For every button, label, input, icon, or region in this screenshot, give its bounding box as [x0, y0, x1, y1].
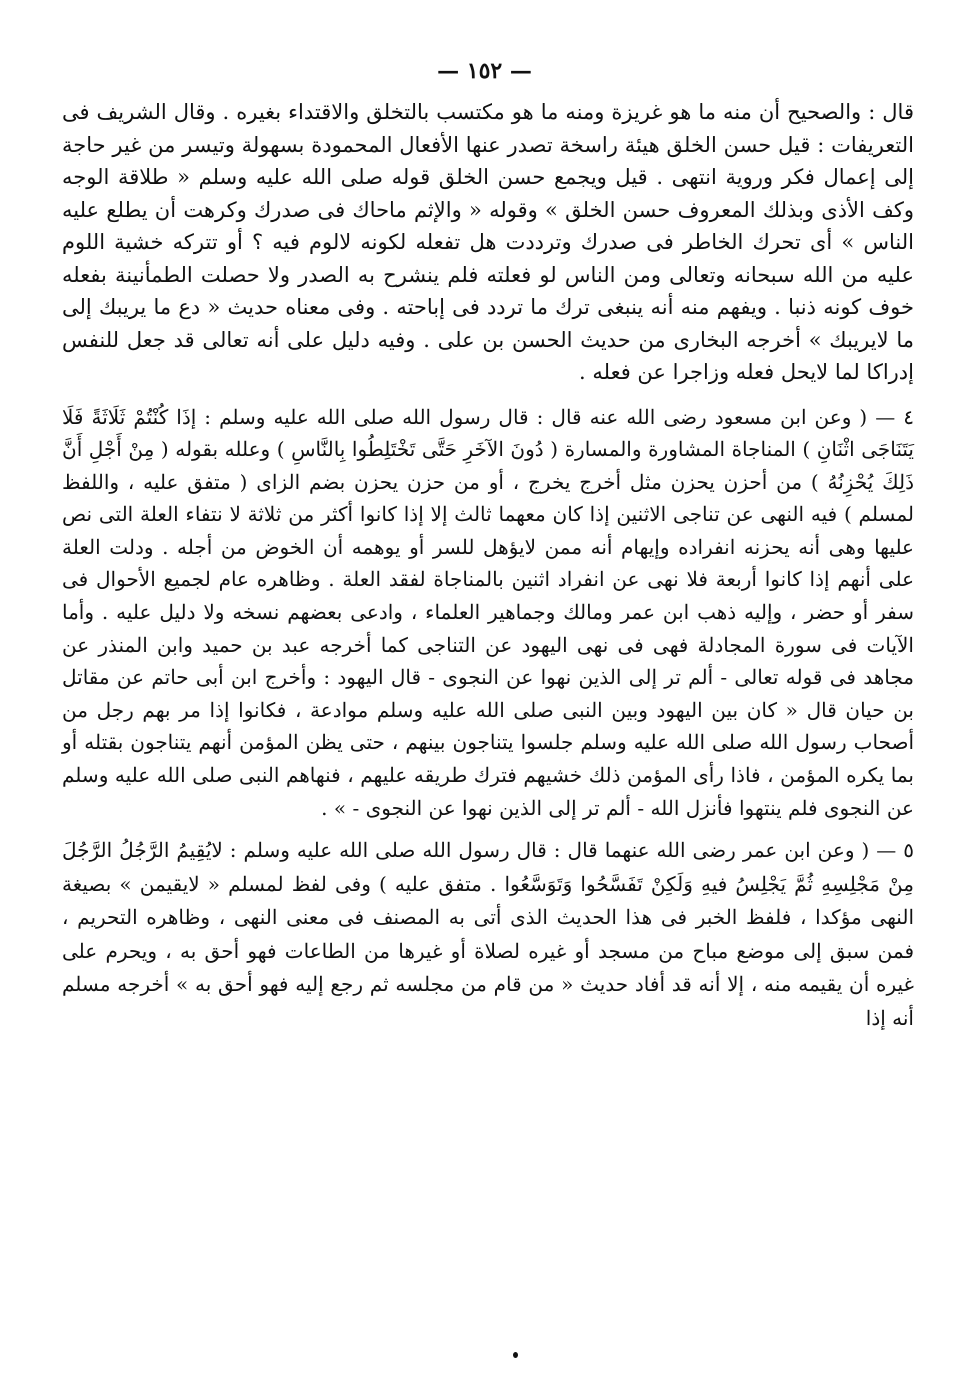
page-body	[62, 96, 914, 1035]
paragraph-hadith-5-seating: ٥ — ( وعن ابن عمر رضى الله عنهما قال : قال رسول الله صلى الله عليه وسلم : لايُقِيمُ الرَّجُلُ الرَّجُلَ مِنْ مَجْلِسِهِ ثُمَّ يَجْلِسُ فيهِ وَلَكِنْ تَفَسَّحُوا وَتَوَسَّعُوا . متفق عليه ) وفى لفظ لمسلم « لايقيمن » بصيغة النهى مؤكدا ، فلفظ الخبر فى هذا الحديث الذى أتى به المصنف فى معنى النهى ، وظاهره التحريم ، فمن سبق إلى موضع مباح من مسجد أو غيره لصلاة أو غيرها من الطاعات فهو أحق به ، ويحرم على غيره أن يقيمه منه ، إلا أنه قد أفاد حديث « من قام من مجلسه ثم رجع إليه فهو أحق به » أخرجه مسلم أنه إذا	[62, 838, 914, 1030]
paragraph-hadith-4-secret-talk: ٤ — ( وعن ابن مسعود رضى الله عنه قال : قال رسول الله صلى الله عليه وسلم : إذَا كُنْتُمْ ثَلَاثَةً فَلَا يَتَنَاجَى اثْنَانِ ) المناجاة المشاورة والمسارة ( دُونَ الآخَرِ حَتَّى تَخْتَلِطُوا بِالنَّاسِ ) وعلله بقوله ( مِنْ أَجْلِ أَنَّ ذَلِكَ يُحْزِنُهُ ) من أحزن يحزن مثل أخرج يخرج ، أو من حزن يحزن بضم الزاى ( متفق عليه ، واللفظ لمسلم ) فيه النهى عن تناجى الاثنين إذا كان معهما ثالث إلا إذا كانوا أكثر من ثلاثة لا نتفاء العلة التى نص عليها وهى أنه يحزنه انفراده وإيهام أنه ممن لايؤهل للسر أو يوهمه أن الخوض من أجله . ودلت العلة على أنهم إذا كانوا أربعة فلا نهى عن انفراد اثنين بالمناجاة لفقد العلة . وظاهره عام لجميع الأحوال فى سفر أو حضر ، وإليه ذهب ابن عمر ومالك وجماهير العلماء ، وادعى بعضهم نسخه ولا دليل عليه . وأما الآيات فى سورة المجادلة فهى فى نهى اليهود عن التناجى كما أخرجه عبد بن حميد وابن المنذر عن مجاهد فى قوله تعالى - ألم تر إلى الذين نهوا عن النجوى - قال اليهود : وأخرج ابن أبى حاتم عن مقاتل بن حيان قال « كان بين اليهود وبين النبى صلى الله عليه وسلم موادعة ، فكانوا إذا مر بهم رجل من أصحاب رسول الله صلى الله عليه وسلم جلسوا يتناجون بينهم ، حتى يظن المؤمن أنهم يتناجون بقتله أو بما يكره المؤمن ، فاذا رأى المؤمن ذلك خشيهم فترك طريقه عليهم ، فنهاهم النبى صلى الله عليه وسلم عن النجوى فلم ينتهوا فأنزل الله - ألم تر إلى الذين نهوا عن النجوى - » .	[62, 404, 915, 820]
page-number: — ١٥٢ —	[437, 58, 532, 84]
paragraph-commentary-good-character: قال : والصحيح أن منه ما هو غريزة ومنه ما هو مكتسب بالتخلق والاقتداء بغيره . وقال الشريف فى التعريفات : قيل حسن الخلق هيئة راسخة تصدر عنها الأفعال المحمودة بسهولة وتيسر من غير حاجة إلى إعمال فكر وروية انتهى . قيل ويجمع حسن الخلق قوله صلى الله عليه وسلم « طلاقة الوجه وكف الأذى وبذلك المعروف حسن الخلق » وقوله « والإثم ماحاك فى صدرك وكرهت أن يطلع عليه الناس » أى تحرك الخاطر فى صدرك وترددت هل تفعله لكونه لالوم فيه ؟ أو تتركه خشية اللوم عليه من الله سبحانه وتعالى ومن الناس لو فعلته فلم ينشرح به الصدر ولا حصلت الطمأنينة بفعله خوف كونه ذنبا . ويفهم منه أنه ينبغى ترك ما تردد فى إباحته . وفى معناه حديث « دع ما يريبك إلى ما لايريبك » أخرجه البخارى من حديث الحسن بن على . وفيه دليل على أنه تعالى قد جعل للنفس إدراكا لما لايحل فعله وزاجرا عن فعله .	[62, 100, 914, 384]
ink-dot	[513, 1352, 518, 1358]
